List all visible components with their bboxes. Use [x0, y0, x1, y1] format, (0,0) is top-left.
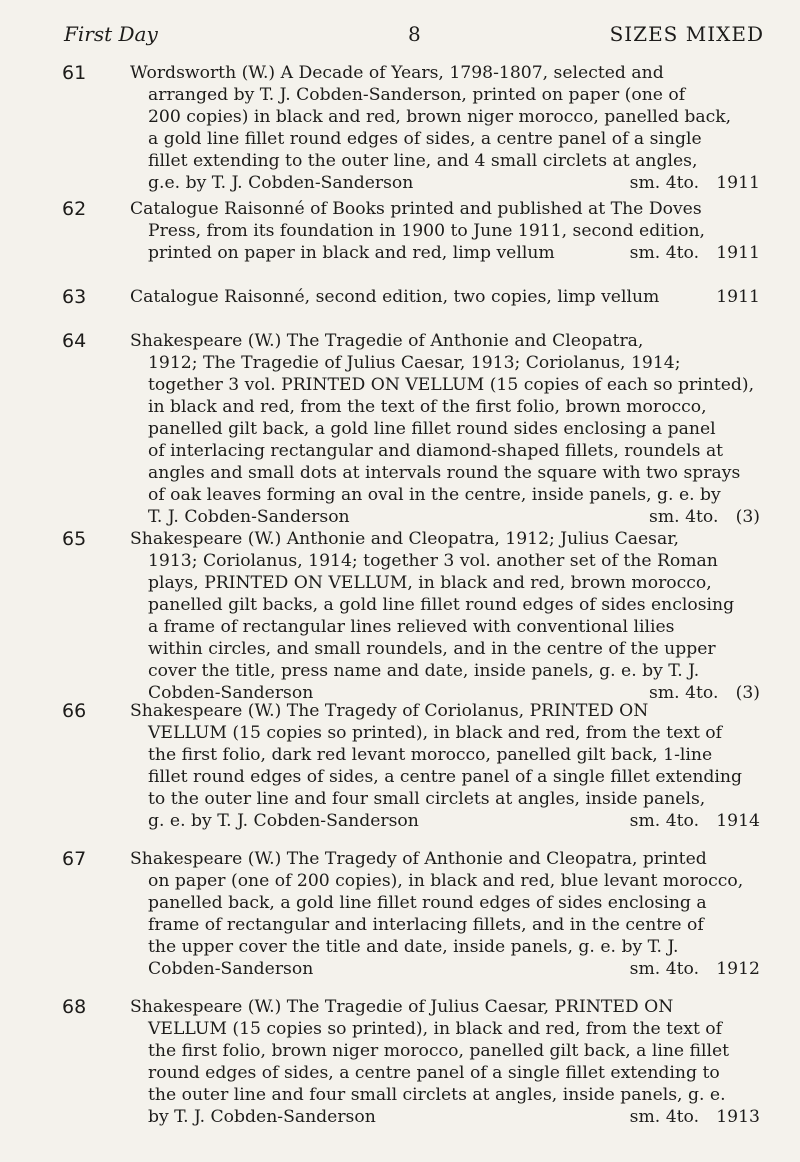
description-line: the upper cover the title and date, inside panels, g. e. by T. J.	[148, 937, 679, 957]
description-line: on paper (one of 200 copies), in black and red, blue levant morocco,	[148, 871, 744, 891]
description-line: 1912; The Tragedie of Julius Caesar, 1913; Coriolanus, 1914;	[148, 353, 681, 373]
lot-date: 1911	[716, 243, 760, 263]
description-line: Shakespeare (W.) The Tragedie of Julius Caesar, PRINTED ON	[130, 997, 674, 1017]
lot-number: 68	[62, 996, 87, 1018]
format-and-date	[630, 810, 760, 832]
description-line: round edges of sides, a centre panel of a single fillet extending to	[148, 1063, 720, 1083]
lot-number: 67	[62, 848, 87, 870]
description-line: Wordsworth (W.) A Decade of Years, 1798-1807, selected and	[130, 63, 664, 83]
lot-format: sm. 4to.	[629, 959, 700, 979]
description-line: g. e. by T. J. Cobden-Sanderson sm. 4to. 1914	[148, 811, 760, 831]
description-line: angles and small dots at intervals round the square with two sprays	[148, 463, 741, 483]
lot-number: 61	[62, 62, 87, 84]
description-line: 200 copies) in black and red, brown niger morocco, panelled back,	[148, 107, 732, 127]
description-line: g.e. by T. J. Cobden-Sanderson sm. 4to. 1911	[148, 173, 760, 193]
description-line: plays, PRINTED ON VELLUM, in black and red, brown morocco,	[148, 573, 712, 593]
lot-format: sm. 4to.	[649, 507, 719, 527]
format-and-date	[630, 172, 760, 194]
lot-description	[130, 286, 760, 308]
lot-description	[130, 996, 760, 1128]
lot-description	[130, 848, 760, 980]
lot-date: 1911	[716, 287, 760, 307]
description-line: the first folio, brown niger morocco, panelled gilt back, a line fillet	[148, 1041, 730, 1061]
description-line: in black and red, from the text of the first folio, brown morocco,	[148, 397, 707, 417]
lot-date: 1912	[716, 959, 760, 979]
lot-number: 62	[62, 198, 87, 220]
description-line: a gold line fillet round edges of sides, a centre panel of a single	[148, 129, 702, 149]
description-line: frame of rectangular and interlacing fillets, and in the centre of	[148, 915, 704, 935]
description-line: 1913; Coriolanus, 1914; together 3 vol. another set of the Roman	[148, 551, 718, 571]
description-line: Shakespeare (W.) Anthonie and Cleopatra, 1912; Julius Caesar,	[130, 529, 679, 549]
description-line: of interlacing rectangular and diamond-shaped fillets, roundels at	[148, 441, 724, 461]
description-line: the first folio, dark red levant morocco, panelled gilt back, 1-line	[148, 745, 713, 765]
description-line: panelled gilt back, a gold line fillet round sides enclosing a panel	[148, 419, 716, 439]
lot-description	[130, 330, 760, 528]
description-line: to the outer line and four small circlets at angles, inside panels,	[148, 789, 706, 809]
description-line: VELLUM (15 copies so printed), in black and red, from the text of	[148, 1019, 723, 1039]
description-line: Catalogue Raisonné of Books printed and published at The Doves	[130, 199, 702, 219]
lot-number: 64	[62, 330, 87, 352]
lot-format: sm. 4to.	[629, 243, 700, 263]
description-line: arranged by T. J. Cobden-Sanderson, printed on paper (one of	[148, 85, 686, 105]
description-line: VELLUM (15 copies so printed), in black and red, from the text of	[148, 723, 723, 743]
description-line: together 3 vol. PRINTED ON VELLUM (15 copies of each so printed),	[148, 375, 755, 395]
description-line: Shakespeare (W.) The Tragedy of Coriolanus, PRINTED ON	[130, 701, 649, 721]
description-line: Shakespeare (W.) The Tragedie of Anthonie and Cleopatra,	[130, 331, 644, 351]
description-line: a frame of rectangular lines relieved with conventional lilies	[148, 617, 675, 637]
lot-description	[130, 528, 760, 704]
description-line: Shakespeare (W.) The Tragedy of Anthonie and Cleopatra, printed	[130, 849, 707, 869]
header-section: SIZES MIXED	[609, 22, 764, 46]
lot-description	[130, 198, 760, 264]
format-and-date	[630, 242, 760, 264]
lot-format: sm. 4to.	[649, 683, 719, 703]
header-day: First Day	[64, 22, 158, 46]
lot-description	[130, 700, 760, 832]
description-line: panelled back, a gold line fillet round edges of sides enclosing a	[148, 893, 707, 913]
description-line: Cobden-Sanderson sm. 4to. (3)	[148, 683, 760, 703]
description-line: panelled gilt backs, a gold line fillet round edges of sides enclosing	[148, 595, 735, 615]
page-header	[64, 22, 764, 52]
lot-description	[130, 62, 760, 194]
format-and-date	[716, 286, 760, 308]
description-line: within circles, and small roundels, and in the centre of the upper	[148, 639, 716, 659]
description-line: fillet extending to the outer line, and 4 small circlets at angles,	[148, 151, 698, 171]
lot-number: 63	[62, 286, 87, 308]
page-number: 8	[408, 22, 421, 46]
description-line: Cobden-Sanderson sm. 4to. 1912	[148, 959, 760, 979]
description-line: Press, from its foundation in 1900 to June 1911, second edition,	[148, 221, 706, 241]
lot-date: 1911	[716, 173, 760, 193]
lot-number: 65	[62, 528, 87, 550]
lot-format: sm. 4to.	[629, 1107, 700, 1127]
lot-format: sm. 4to.	[629, 173, 700, 193]
description-line: fillet round edges of sides, a centre panel of a single fillet extending	[148, 767, 742, 787]
description-line: Catalogue Raisonné, second edition, two copies, limp vellum 1911	[130, 287, 760, 307]
description-line: printed on paper in black and red, limp vellum sm. 4to. 1911	[148, 243, 760, 263]
lot-date: (3)	[735, 507, 760, 527]
description-line: of oak leaves forming an oval in the centre, inside panels, g. e. by	[148, 485, 721, 505]
lot-format: sm. 4to.	[629, 811, 700, 831]
description-line: the outer line and four small circlets at angles, inside panels, g. e.	[148, 1085, 726, 1105]
lot-number: 66	[62, 700, 87, 722]
format-and-date	[649, 506, 760, 528]
lot-date: (3)	[735, 683, 760, 703]
format-and-date	[630, 1106, 760, 1128]
description-line: by T. J. Cobden-Sanderson sm. 4to. 1913	[148, 1107, 760, 1127]
format-and-date	[630, 958, 760, 980]
description-line: cover the title, press name and date, inside panels, g. e. by T. J.	[148, 661, 700, 681]
lot-date: 1914	[716, 811, 760, 831]
description-line: T. J. Cobden-Sanderson sm. 4to. (3)	[148, 507, 760, 527]
lot-date: 1913	[716, 1107, 760, 1127]
